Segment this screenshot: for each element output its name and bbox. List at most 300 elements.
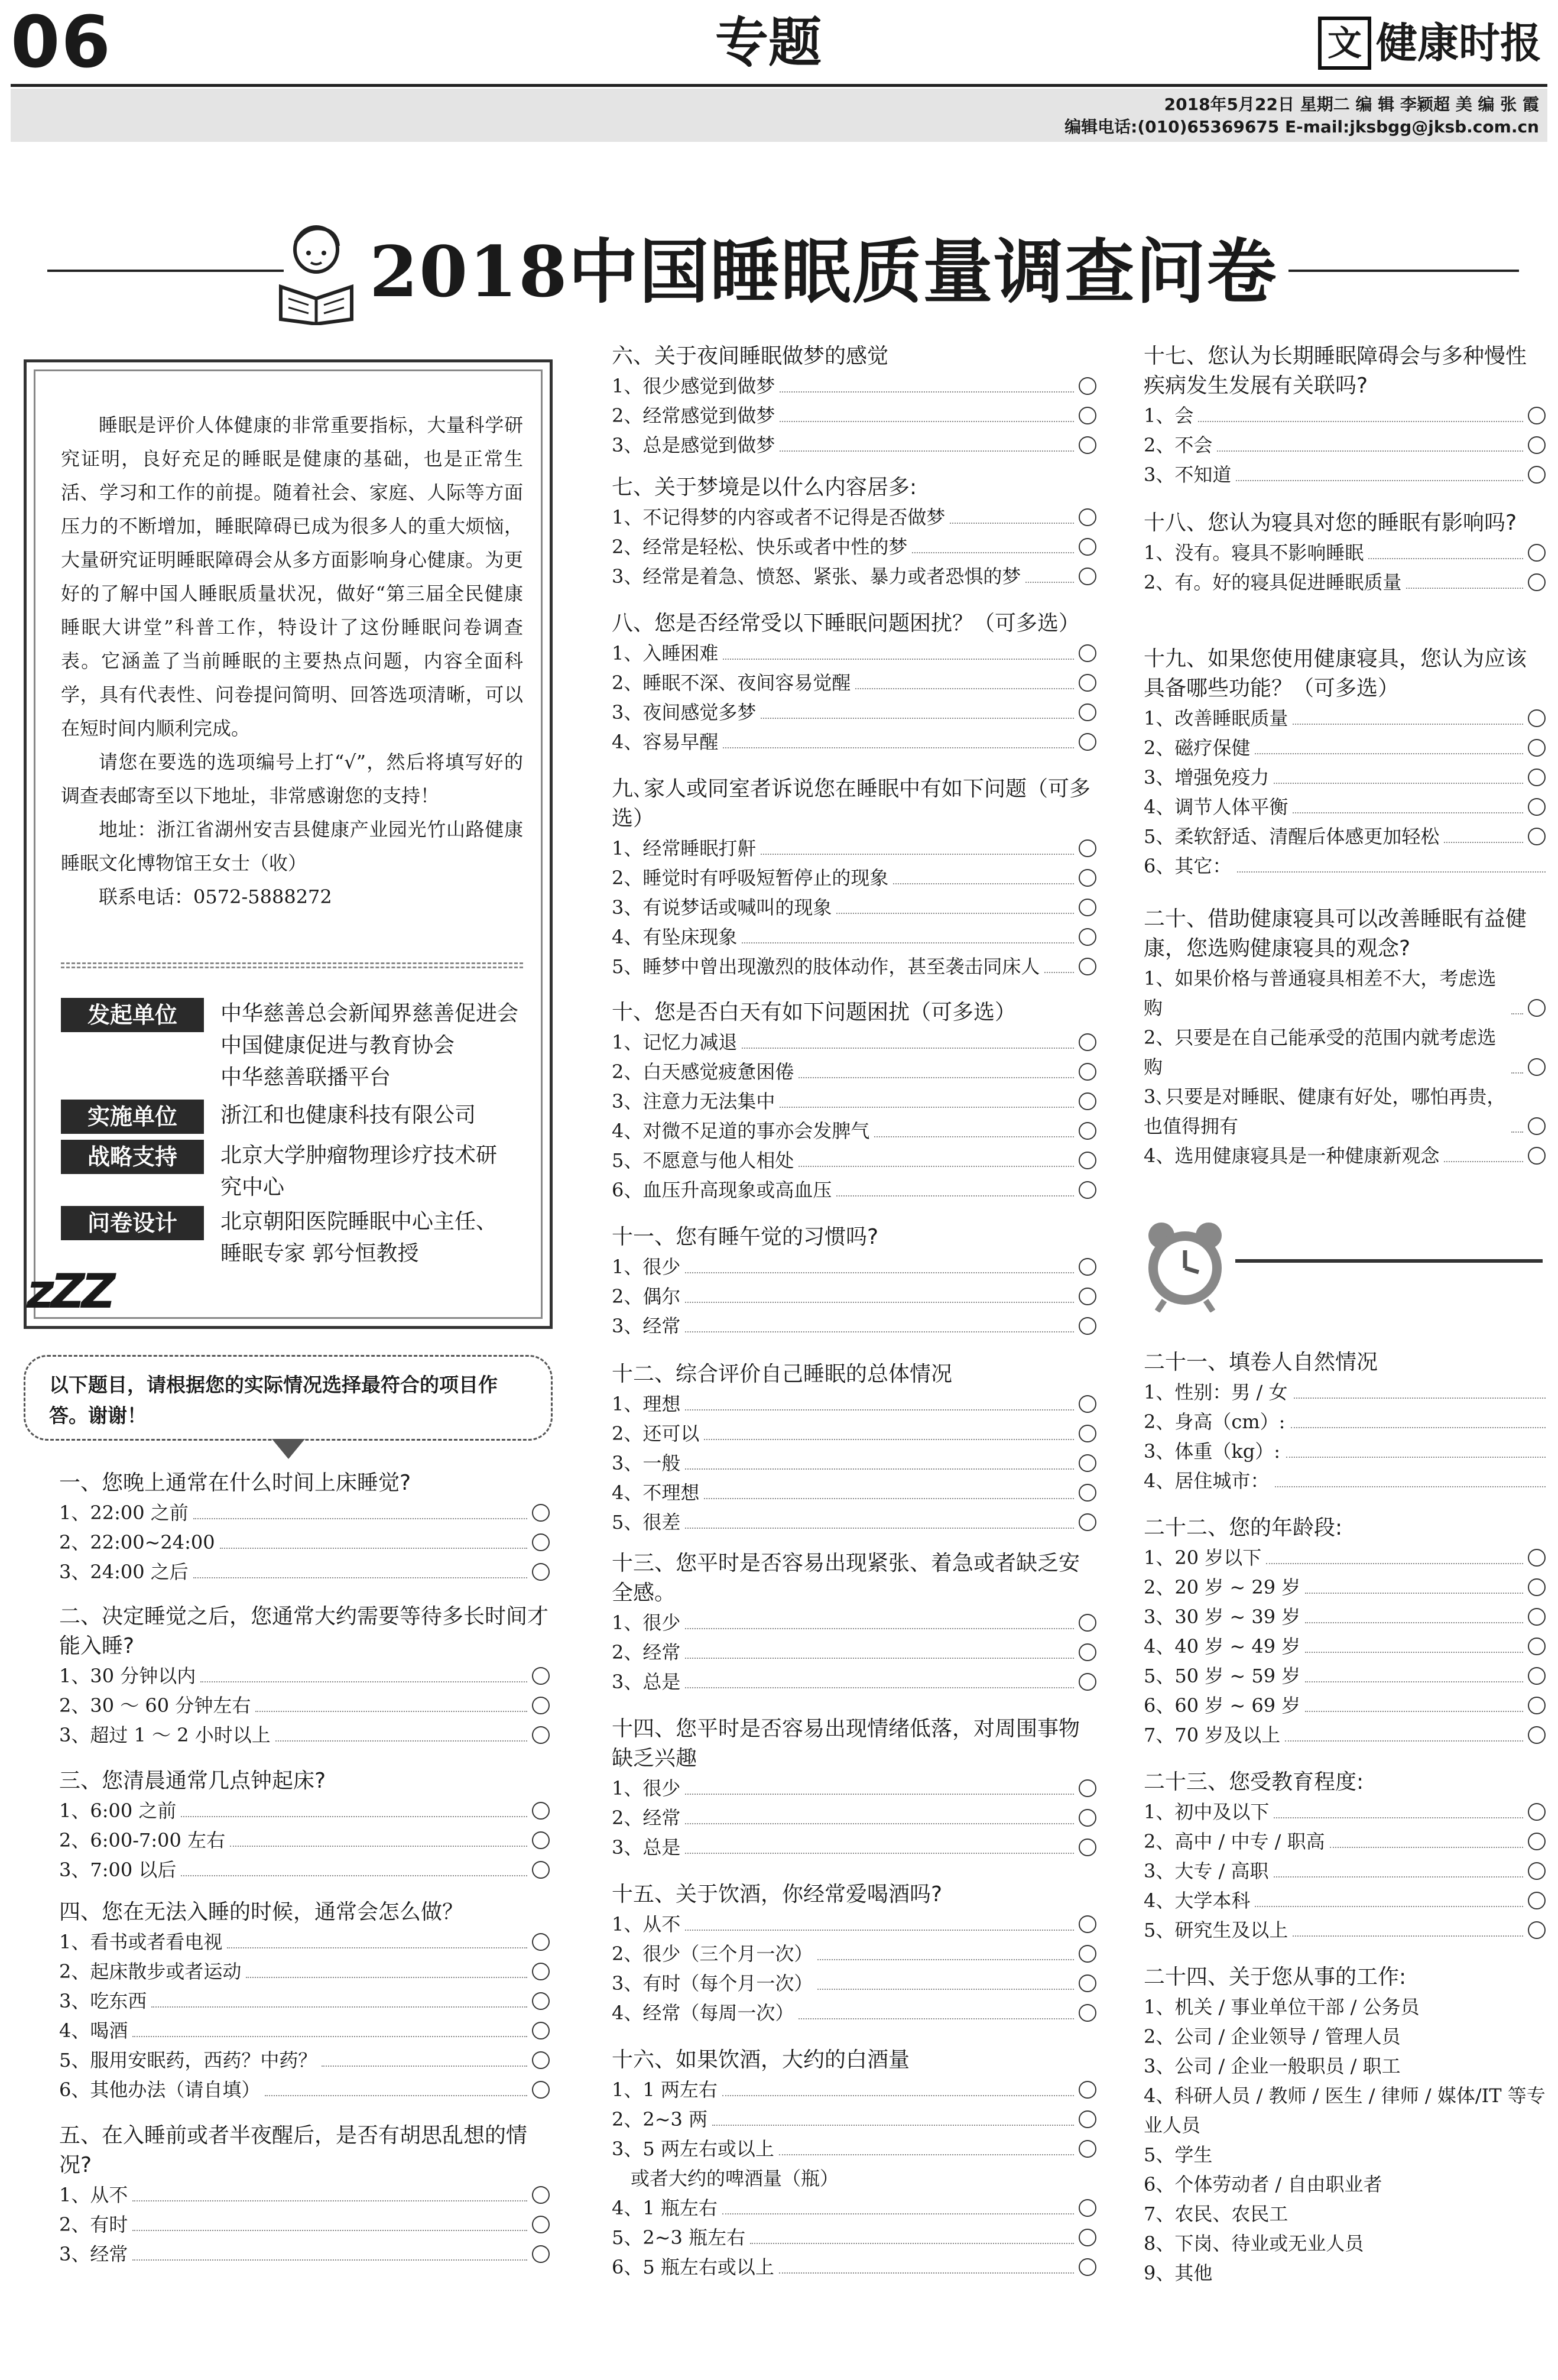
- option-circle[interactable]: [532, 2186, 550, 2204]
- question-19: [1144, 644, 1546, 881]
- option-row[interactable]: [1144, 430, 1546, 460]
- option-circle[interactable]: [1079, 869, 1096, 887]
- option-label: 6、5 瓶左右或以上: [612, 2256, 774, 2278]
- option-circle[interactable]: [1528, 1578, 1546, 1596]
- option-label: 1、入睡困难: [612, 642, 719, 664]
- option-circle[interactable]: [1079, 1643, 1096, 1661]
- leader-dots: [1255, 753, 1523, 754]
- leader-dots: [742, 1048, 1074, 1049]
- option-circle[interactable]: [1528, 1608, 1546, 1626]
- option-row[interactable]: [1144, 1856, 1546, 1886]
- leader-dots: [1255, 1906, 1523, 1907]
- leader-dots: [1236, 480, 1523, 481]
- option-label: 5、很差: [612, 1511, 681, 1533]
- option-circle[interactable]: [1079, 1288, 1096, 1305]
- option-row[interactable]: [1144, 460, 1546, 489]
- option-row[interactable]: [612, 727, 1096, 757]
- option-row[interactable]: [1144, 401, 1546, 430]
- option-label: 3､只要是对睡眠、健康有好处，哪怕再贵，也值得拥有: [1144, 1085, 1506, 1137]
- option-circle[interactable]: [1079, 2140, 1096, 2158]
- leader-dots: [742, 942, 1074, 943]
- option-row[interactable]: [1144, 568, 1546, 597]
- option-row[interactable]: [1144, 703, 1546, 733]
- option-row[interactable]: [1144, 538, 1546, 568]
- option-circle[interactable]: [1079, 1838, 1096, 1856]
- leader-dots: [704, 1439, 1074, 1440]
- option-label: 3、经常: [59, 2243, 128, 2265]
- option-label: 2、只要是在自己能承受的范围内就考虑选购: [1144, 1026, 1497, 1078]
- option-row[interactable]: [1144, 1915, 1546, 1945]
- option-circle[interactable]: [1079, 2110, 1096, 2128]
- question-8: [612, 609, 1096, 757]
- option-circle[interactable]: [532, 2245, 550, 2263]
- option-row[interactable]: [612, 1939, 1096, 1969]
- option-row[interactable]: [612, 2193, 1096, 2223]
- option-row[interactable]: [59, 1986, 550, 2016]
- fill-in-line[interactable]: [1291, 1427, 1546, 1428]
- option-text: 9、其他: [1144, 2262, 1213, 2284]
- question-title: 二十四、关于您从事的工作:: [1144, 1965, 1407, 1989]
- option-row[interactable]: [1144, 1082, 1546, 1141]
- option-row[interactable]: [612, 893, 1096, 922]
- option-label: 1、6:00 之前: [59, 1799, 177, 1822]
- option-label: 4、40 岁 ~ 49 岁: [1144, 1635, 1301, 1658]
- option-circle[interactable]: [1079, 508, 1096, 526]
- question-title: 三、您清晨通常几点钟起床?: [59, 1769, 326, 1793]
- option-label: 2、经常感觉到做梦: [612, 404, 775, 427]
- option-row[interactable]: [59, 1927, 550, 1957]
- option-circle[interactable]: [1528, 1921, 1546, 1939]
- option-circle[interactable]: [1079, 1317, 1096, 1335]
- org-value: 浙江和也健康科技有限公司: [220, 1103, 476, 1127]
- leader-dots: [817, 1959, 1074, 1960]
- option-label: 2、睡眠不深、夜间容易觉醒: [612, 672, 851, 694]
- option-circle[interactable]: [1528, 798, 1546, 816]
- option-circle[interactable]: [1528, 769, 1546, 786]
- option-circle[interactable]: [1079, 1425, 1096, 1442]
- option-row[interactable]: [612, 1116, 1096, 1146]
- option-label: 4、喝酒: [59, 2019, 128, 2042]
- option-label: 6、60 岁 ~ 69 岁: [1144, 1694, 1301, 1717]
- option-circle[interactable]: [1079, 958, 1096, 975]
- option-label: 2、有。好的寝具促进睡眠质量: [1144, 571, 1402, 594]
- leader-dots: [855, 688, 1074, 689]
- option-circle[interactable]: [1528, 1726, 1546, 1744]
- option-circle[interactable]: [1079, 1779, 1096, 1797]
- option-circle[interactable]: [1528, 573, 1546, 591]
- option-label: 4、对微不足道的事亦会发脾气: [612, 1120, 870, 1142]
- option-circle[interactable]: [1528, 466, 1546, 484]
- option-label: 3、经常: [612, 1315, 681, 1337]
- page-title: 2018中国睡眠质量调查问卷: [369, 231, 1278, 313]
- option-label: 3、吃东西: [59, 1990, 147, 2012]
- option-row[interactable]: [59, 2075, 550, 2105]
- option-label: 3、一般: [612, 1452, 681, 1474]
- option-circle[interactable]: [532, 2051, 550, 2069]
- question-title: 一、您晚上通常在什么时间上床睡觉?: [59, 1471, 411, 1495]
- option-row[interactable]: [59, 2210, 550, 2239]
- option-circle[interactable]: [532, 1963, 550, 1980]
- option-row[interactable]: [1144, 763, 1546, 792]
- option-row[interactable]: [612, 2134, 1096, 2164]
- option-row[interactable]: [59, 2016, 550, 2045]
- leader-dots: [780, 450, 1074, 452]
- option-label: 4、选用健康寝具是一种健康新观念: [1144, 1144, 1440, 1167]
- option-row[interactable]: [59, 1825, 550, 1855]
- option-circle[interactable]: [532, 1697, 550, 1714]
- leader-dots: [322, 2066, 527, 2067]
- option-circle[interactable]: [1079, 377, 1096, 395]
- option-label: 3、夜间感觉多梦: [612, 701, 757, 724]
- option-label: 3、7:00 以后: [59, 1859, 177, 1881]
- intro-box: [24, 359, 553, 1329]
- leader-dots: [722, 2213, 1074, 2214]
- option-circle[interactable]: [1079, 1945, 1096, 1963]
- question-title: 十九、如果您使用健康寝具，您认为应该具备哪些功能？（可多选）: [1144, 647, 1527, 701]
- option-circle[interactable]: [1528, 1803, 1546, 1821]
- option-label: 5、睡梦中曾出现激烈的肢体动作，甚至袭击同床人: [612, 955, 1040, 978]
- option-row[interactable]: [612, 532, 1096, 562]
- option-row[interactable]: [612, 2075, 1096, 2105]
- option-row[interactable]: [1144, 1572, 1546, 1602]
- option-row[interactable]: [612, 1773, 1096, 1803]
- option-label: 3、24:00 之后: [59, 1561, 189, 1583]
- option-row[interactable]: [612, 1389, 1096, 1419]
- option-row[interactable]: [612, 1507, 1096, 1537]
- option-row[interactable]: [59, 1855, 550, 1885]
- leader-dots: [1217, 450, 1523, 452]
- option-label: 2、6:00-7:00 左右: [59, 1829, 226, 1852]
- leader-dots: [836, 913, 1074, 914]
- option-circle[interactable]: [1079, 568, 1096, 585]
- option-circle[interactable]: [532, 1563, 550, 1581]
- fill-in-line[interactable]: [1237, 871, 1546, 873]
- option-row[interactable]: [59, 1691, 550, 1720]
- option-circle[interactable]: [1079, 2258, 1096, 2276]
- option-row[interactable]: [612, 922, 1096, 952]
- leader-dots: [1274, 783, 1523, 784]
- option-row[interactable]: [59, 1796, 550, 1825]
- option-row[interactable]: [1144, 1691, 1546, 1720]
- leader-dots: [1444, 1161, 1523, 1162]
- leader-dots: [950, 523, 1074, 524]
- option-circle[interactable]: [532, 2022, 550, 2039]
- leader-dots: [799, 1166, 1074, 1167]
- option-row[interactable]: [1144, 1797, 1546, 1827]
- option-circle[interactable]: [1528, 407, 1546, 424]
- option-row[interactable]: [612, 430, 1096, 460]
- leader-dots: [779, 2154, 1074, 2155]
- option-row[interactable]: [612, 2105, 1096, 2134]
- option-circle[interactable]: [1079, 1063, 1096, 1081]
- leader-dots: [779, 2272, 1074, 2274]
- option-row[interactable]: [612, 502, 1096, 532]
- option-circle[interactable]: [1079, 1258, 1096, 1276]
- option-circle[interactable]: [532, 2216, 550, 2233]
- option-label: 2、经常: [612, 1807, 681, 1829]
- question-17: [1144, 342, 1546, 489]
- org-label: 实施单位: [61, 1100, 204, 1134]
- fill-in-row: [1144, 1377, 1546, 1407]
- option-circle[interactable]: [1528, 1638, 1546, 1655]
- option-circle[interactable]: [532, 1802, 550, 1820]
- option-circle[interactable]: [1528, 999, 1546, 1017]
- question-title: 六、关于夜间睡眠做梦的感觉: [612, 344, 889, 368]
- option-circle[interactable]: [1079, 538, 1096, 556]
- fill-in-line[interactable]: [1286, 1457, 1546, 1458]
- option-circle[interactable]: [532, 1504, 550, 1522]
- option-row[interactable]: [612, 1833, 1096, 1862]
- option-circle[interactable]: [1079, 703, 1096, 721]
- option-row[interactable]: [59, 2180, 550, 2210]
- option-row[interactable]: [612, 371, 1096, 401]
- option-circle[interactable]: [1079, 1614, 1096, 1632]
- option-circle[interactable]: [1079, 436, 1096, 454]
- option-label: 1、性别：男 / 女: [1144, 1381, 1288, 1403]
- option-row[interactable]: [1144, 1886, 1546, 1915]
- leader-dots: [750, 2243, 1074, 2244]
- option-row[interactable]: [612, 2252, 1096, 2282]
- org-value: 究中心: [220, 1175, 285, 1199]
- option-label: 2、睡觉时有呼吸短暂停止的现象: [612, 867, 889, 889]
- option-row[interactable]: [612, 1027, 1096, 1057]
- option-row[interactable]: [612, 698, 1096, 727]
- option-label: 5、不愿意与他人相处: [612, 1149, 794, 1172]
- option-circle[interactable]: [1079, 1122, 1096, 1140]
- option-circle[interactable]: [1528, 544, 1546, 562]
- option-circle[interactable]: [532, 2081, 550, 2099]
- option-circle[interactable]: [1079, 899, 1096, 916]
- option-row[interactable]: [1144, 1632, 1546, 1661]
- option-circle[interactable]: [1079, 674, 1096, 692]
- option-circle[interactable]: [1528, 1697, 1546, 1714]
- option-circle[interactable]: [1079, 1181, 1096, 1199]
- option-row[interactable]: [612, 952, 1096, 981]
- option-row[interactable]: [1144, 1661, 1546, 1691]
- option-circle[interactable]: [532, 1831, 550, 1849]
- option-circle[interactable]: [1528, 828, 1546, 845]
- question-title: 十二、综合评价自己睡眠的总体情况: [612, 1362, 953, 1386]
- option-circle[interactable]: [1079, 2199, 1096, 2217]
- option-row[interactable]: [1144, 792, 1546, 822]
- info-date-editors: 2018年5月22日 星期二 编 辑 李颖超 美 编 张 霞: [1164, 95, 1539, 114]
- fill-in-line[interactable]: [1275, 1486, 1546, 1487]
- option-text: 3、公司 / 企业一般职员 / 职工: [1144, 2055, 1401, 2077]
- option-row[interactable]: [612, 1608, 1096, 1638]
- option-label: 2、起床散步或者运动: [59, 1960, 242, 1983]
- option-row[interactable]: [612, 638, 1096, 668]
- option-circle[interactable]: [1079, 407, 1096, 424]
- option-row[interactable]: [612, 1998, 1096, 2028]
- option-row[interactable]: [612, 2223, 1096, 2252]
- option-circle[interactable]: [532, 1861, 550, 1879]
- question-18: [1144, 508, 1546, 597]
- option-circle[interactable]: [1528, 739, 1546, 757]
- question-title: 十八、您认为寝具对您的睡眠有影响吗?: [1144, 511, 1517, 535]
- option-label: 3、体重（kg）:: [1144, 1440, 1281, 1463]
- question-title: 二十、借助健康寝具可以改善睡眠有益健康，您选购健康寝具的观念?: [1144, 907, 1527, 961]
- option-row[interactable]: [59, 1528, 550, 1557]
- question-1: [59, 1468, 550, 1587]
- option-circle[interactable]: [1079, 1513, 1096, 1531]
- option-row[interactable]: [1144, 1023, 1546, 1082]
- option-row[interactable]: [59, 2045, 550, 2075]
- option-label: 1、记忆力减退: [612, 1031, 738, 1053]
- leader-dots: [1266, 1563, 1523, 1564]
- option-circle[interactable]: [1528, 1667, 1546, 1685]
- option-row[interactable]: [612, 1969, 1096, 1998]
- option-label: 1、1 两左右: [612, 2079, 718, 2101]
- option-circle[interactable]: [1528, 1892, 1546, 1909]
- option-row[interactable]: [612, 834, 1096, 863]
- option-circle[interactable]: [532, 1533, 550, 1551]
- option-row[interactable]: [612, 1667, 1096, 1697]
- leader-dots: [723, 747, 1074, 748]
- leader-dots: [685, 1272, 1074, 1273]
- org-initiator: [61, 998, 518, 1094]
- option-circle[interactable]: [1079, 839, 1096, 857]
- option-row[interactable]: [612, 1419, 1096, 1448]
- intro-address: 地址：浙江省湖州安吉县健康产业园光竹山路健康睡眠文化博物馆王女士（收）: [61, 818, 523, 874]
- option-circle[interactable]: [1079, 1395, 1096, 1413]
- option-row[interactable]: [59, 1557, 550, 1587]
- option-circle[interactable]: [1528, 709, 1546, 727]
- option-row[interactable]: [612, 1311, 1096, 1341]
- option-row[interactable]: [1144, 1141, 1546, 1170]
- leader-dots: [1406, 588, 1523, 589]
- title-rule-right: [1288, 270, 1519, 272]
- option-row[interactable]: [612, 1146, 1096, 1175]
- option-circle[interactable]: [1079, 1033, 1096, 1051]
- option-row[interactable]: [612, 1175, 1096, 1205]
- question-title: 二十三、您受教育程度:: [1144, 1770, 1364, 1794]
- fill-in-row: [1144, 1437, 1546, 1466]
- option-circle[interactable]: [1528, 1549, 1546, 1567]
- fill-in-line[interactable]: [1294, 1397, 1546, 1399]
- option-circle[interactable]: [532, 1667, 550, 1685]
- option-circle[interactable]: [1528, 1147, 1546, 1165]
- option-circle[interactable]: [1079, 2004, 1096, 2022]
- option-row[interactable]: [612, 863, 1096, 893]
- option-row[interactable]: [612, 562, 1096, 591]
- option-row[interactable]: [59, 1957, 550, 1986]
- option-label: 2、磁疗保健: [1144, 737, 1251, 759]
- leader-dots: [685, 1331, 1074, 1332]
- option-row[interactable]: [612, 1909, 1096, 1939]
- option-circle[interactable]: [1079, 1092, 1096, 1110]
- leader-dots: [1274, 1876, 1524, 1878]
- leader-dots: [685, 1658, 1074, 1659]
- option-label: 6、其它：: [1144, 855, 1232, 877]
- option-circle[interactable]: [1079, 1484, 1096, 1502]
- option-label: 5、服用安眠药，西药？中药？: [59, 2049, 317, 2071]
- option-row[interactable]: [1144, 1827, 1546, 1856]
- option-circle[interactable]: [1079, 928, 1096, 946]
- option-row[interactable]: [1144, 1602, 1546, 1632]
- question-title: 十七、您认为长期睡眠障碍会与多种慢性疾病发生发展有关联吗?: [1144, 344, 1527, 398]
- question-title: 九､家人或同室者诉说您在睡眠中有如下问题（可多选）: [612, 777, 1091, 831]
- option-row[interactable]: [612, 1282, 1096, 1311]
- leader-dots: [255, 1711, 527, 1712]
- option-label: 2、不会: [1144, 434, 1213, 456]
- option-row[interactable]: [1144, 964, 1546, 1023]
- leader-dots: [230, 1846, 527, 1847]
- option-circle[interactable]: [1528, 436, 1546, 454]
- option-circle[interactable]: [1528, 1117, 1546, 1135]
- option-label: 1、不记得梦的内容或者不记得是否做梦: [612, 506, 946, 528]
- option-row[interactable]: [612, 1638, 1096, 1667]
- option-row[interactable]: [59, 1661, 550, 1691]
- option-label: 2、很少（三个月一次）: [612, 1943, 813, 1965]
- option-row[interactable]: [1144, 822, 1546, 851]
- option-circle[interactable]: [1079, 1974, 1096, 1992]
- option-circle[interactable]: [1079, 733, 1096, 751]
- intro-phone: 联系电话：0572-5888272: [99, 886, 332, 908]
- option-label: 2、身高（cm）:: [1144, 1411, 1286, 1433]
- option-row[interactable]: [612, 1087, 1096, 1116]
- option-row[interactable]: [1144, 1543, 1546, 1572]
- question-6: [612, 342, 1096, 460]
- option-circle[interactable]: [1079, 1915, 1096, 1933]
- leader-dots: [1330, 1847, 1523, 1848]
- leader-dots: [685, 1687, 1074, 1688]
- leader-dots: [780, 391, 1074, 393]
- option-row[interactable]: [59, 2239, 550, 2269]
- option-circle[interactable]: [532, 1726, 550, 1744]
- option-row[interactable]: [612, 401, 1096, 430]
- option-row[interactable]: [59, 1720, 550, 1750]
- option-circle[interactable]: [1079, 644, 1096, 662]
- option-circle[interactable]: [1079, 1454, 1096, 1472]
- option-label: 4、容易早醒: [612, 731, 719, 753]
- leader-dots: [193, 1518, 527, 1519]
- option-circle[interactable]: [1528, 1833, 1546, 1850]
- option-row[interactable]: [612, 1448, 1096, 1478]
- question-title: 七、关于梦境是以什么内容居多:: [612, 475, 917, 500]
- option-circle[interactable]: [1079, 2229, 1096, 2246]
- option-row[interactable]: [612, 668, 1096, 698]
- option-label: 1、22:00 之前: [59, 1502, 189, 1524]
- option-label: 1、30 分钟以内: [59, 1665, 196, 1687]
- option-label: 1、改善睡眠质量: [1144, 707, 1288, 729]
- question-title: 十三、您平时是否容易出现紧张、着急或者缺乏安全感。: [612, 1551, 1080, 1605]
- option-row[interactable]: [612, 1252, 1096, 1282]
- option-row[interactable]: [1144, 1720, 1546, 1750]
- option-row[interactable]: [612, 1057, 1096, 1087]
- option-row[interactable]: [612, 1478, 1096, 1507]
- option-circle[interactable]: [532, 1933, 550, 1951]
- option-label: 3、有时（每个月一次）: [612, 1972, 813, 1995]
- option-circle[interactable]: [1079, 1673, 1096, 1691]
- question-23: [1144, 1768, 1546, 1945]
- option-circle[interactable]: [1079, 1152, 1096, 1169]
- option-circle[interactable]: [1528, 1058, 1546, 1076]
- leader-dots: [227, 1947, 527, 1948]
- option-row[interactable]: [59, 1498, 550, 1528]
- leader-dots: [874, 1136, 1074, 1137]
- leader-dots: [1511, 1072, 1523, 1074]
- clock-rule: [1235, 1259, 1543, 1263]
- option-label: 1、很少: [612, 1256, 681, 1278]
- option-row[interactable]: [612, 1803, 1096, 1833]
- option-row[interactable]: [1144, 733, 1546, 763]
- option-circle[interactable]: [1528, 1862, 1546, 1880]
- org-label: 战略支持: [61, 1140, 204, 1174]
- option-circle[interactable]: [1079, 1809, 1096, 1827]
- option-circle[interactable]: [532, 1992, 550, 2010]
- option-circle[interactable]: [1079, 2081, 1096, 2099]
- leader-dots: [193, 1577, 527, 1578]
